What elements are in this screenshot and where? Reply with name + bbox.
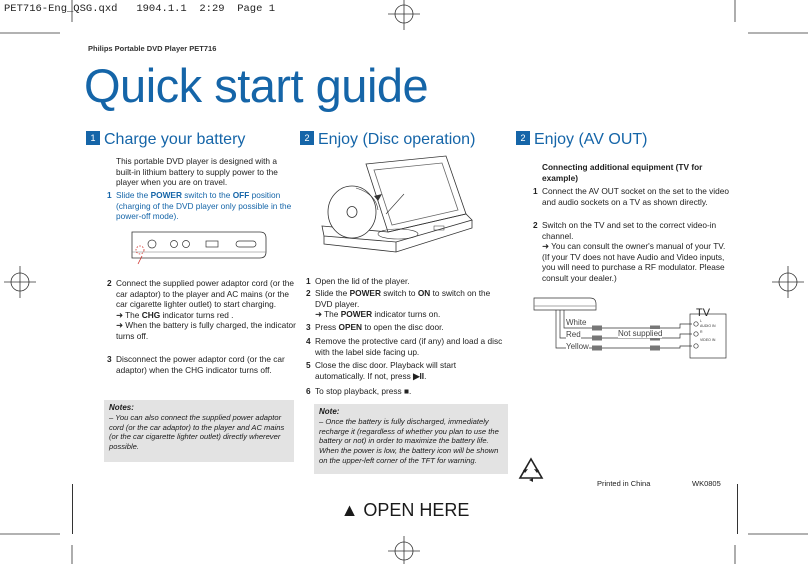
step-number: 4 xyxy=(306,336,311,346)
section-2-notes xyxy=(314,404,508,474)
slug-date: 1904.1.1 xyxy=(136,3,187,15)
wire-label-white: White xyxy=(566,318,587,327)
section-1-notes xyxy=(104,400,294,462)
section-2-step-6: 6 To stop playback, press ■. xyxy=(306,386,412,396)
section-1-step-1: 1 Slide the POWER switch to the OFF position (charging of the DVD player only possible in the power-off mode). xyxy=(107,190,292,222)
not-supplied-label: Not supplied xyxy=(618,329,663,338)
brand-line: Philips Portable DVD Player PET716 xyxy=(88,44,217,53)
notes-heading: Notes: xyxy=(109,403,134,412)
section-1-step-2: 2 Connect the supplied power adaptor cord (or the car adaptor) to the player and AC mains (or the car cigarette lighter outlet) to start charging. ➜ The CHG indicator turns red . ➜ When the battery is fully charged, the indicator turns off. xyxy=(107,278,296,341)
section-2-step-2: 2 Slide the POWER switch to ON to switch on the DVD player. ➜ The POWER indicator turns on. xyxy=(306,288,491,320)
notes-heading: Note: xyxy=(319,407,340,416)
section-2-step-4: 4 Remove the protective card (if any) and load a disc with the label side facing up. xyxy=(306,336,503,357)
notes-text: – You can also connect the supplied power adaptor cord (or the car adaptor) to the player and AC mains (or the car cigarette lighter outlet) directly wherever possible. xyxy=(109,412,285,452)
step-number: 6 xyxy=(306,386,311,396)
printed-in-china: Printed in China xyxy=(597,479,651,488)
notes-text: – Once the battery is fully discharged, immediately recharge it (regardless of whether you plan to use the battery or not) in order to maximize the battery life. When the power is low, the battery icon will be shown on the upper-left corner of the TFT for warning. xyxy=(319,416,499,465)
section-3-step-2: 2 Switch on the TV and set to the correct video-in channel. ➜ You can consult the owner's manual of your TV. (If your TV does not have Audio and Video inputs, you will need to purchase a RF modulator. Please consult your dealer.) xyxy=(533,220,726,283)
step-number: 1 xyxy=(107,190,112,200)
step-number: 2 xyxy=(306,288,311,298)
section-3-subheading: Connecting additional equipment (TV for example) xyxy=(542,162,703,183)
tv-label: TV xyxy=(696,307,711,319)
wire-label-red: Red xyxy=(566,330,581,339)
section-3-number: 2 xyxy=(516,131,530,145)
slug-file: PET716-Eng_QSG.qxd xyxy=(4,3,118,15)
dvd-player-illustration xyxy=(316,154,476,264)
step-number: 2 xyxy=(107,278,112,288)
slug-page: Page 1 xyxy=(237,3,275,15)
product-code: WK0805 xyxy=(692,479,721,488)
section-2-title: Enjoy (Disc operation) xyxy=(318,131,476,148)
page-title: Quick start guide xyxy=(84,59,429,112)
section-2-step-1: 1 Open the lid of the player. xyxy=(306,276,410,286)
section-1-intro: This portable DVD player is designed with a built-in lithium battery to supply power to the player when you are on travel. xyxy=(116,156,278,188)
tv-ports: L AUDIO IN R VIDEO IN xyxy=(700,319,716,342)
step-number: 3 xyxy=(107,354,112,364)
section-1-title: Charge your battery xyxy=(104,131,246,148)
section-2-number: 2 xyxy=(300,131,314,145)
section-1-step-3: 3 Disconnect the power adaptor cord (or the car adaptor) when the CHG indicator turns off. xyxy=(107,354,285,375)
step-number: 3 xyxy=(306,322,311,332)
wire-label-yellow: Yellow xyxy=(566,342,589,351)
step-number: 1 xyxy=(533,186,538,196)
slug-time: 2:29 xyxy=(199,3,225,15)
section-3-step-1: 1 Connect the AV OUT socket on the set to the video and audio sockets on a TV as shown directly. xyxy=(533,186,729,207)
step-number: 5 xyxy=(306,360,311,370)
open-here-label: ▲ OPEN HERE xyxy=(340,500,470,520)
section-2-step-3: 3 Press OPEN to open the disc door. xyxy=(306,322,444,332)
step-number: 2 xyxy=(533,220,538,230)
section-3-title: Enjoy (AV OUT) xyxy=(534,131,648,148)
section-2-step-5: 5 Close the disc door. Playback will start automatically. If not, press ▶II. xyxy=(306,360,457,381)
section-1-number: 1 xyxy=(86,131,100,145)
recycle-icon xyxy=(514,456,548,486)
step-number: 1 xyxy=(306,276,311,286)
player-side-illustration xyxy=(128,226,268,266)
